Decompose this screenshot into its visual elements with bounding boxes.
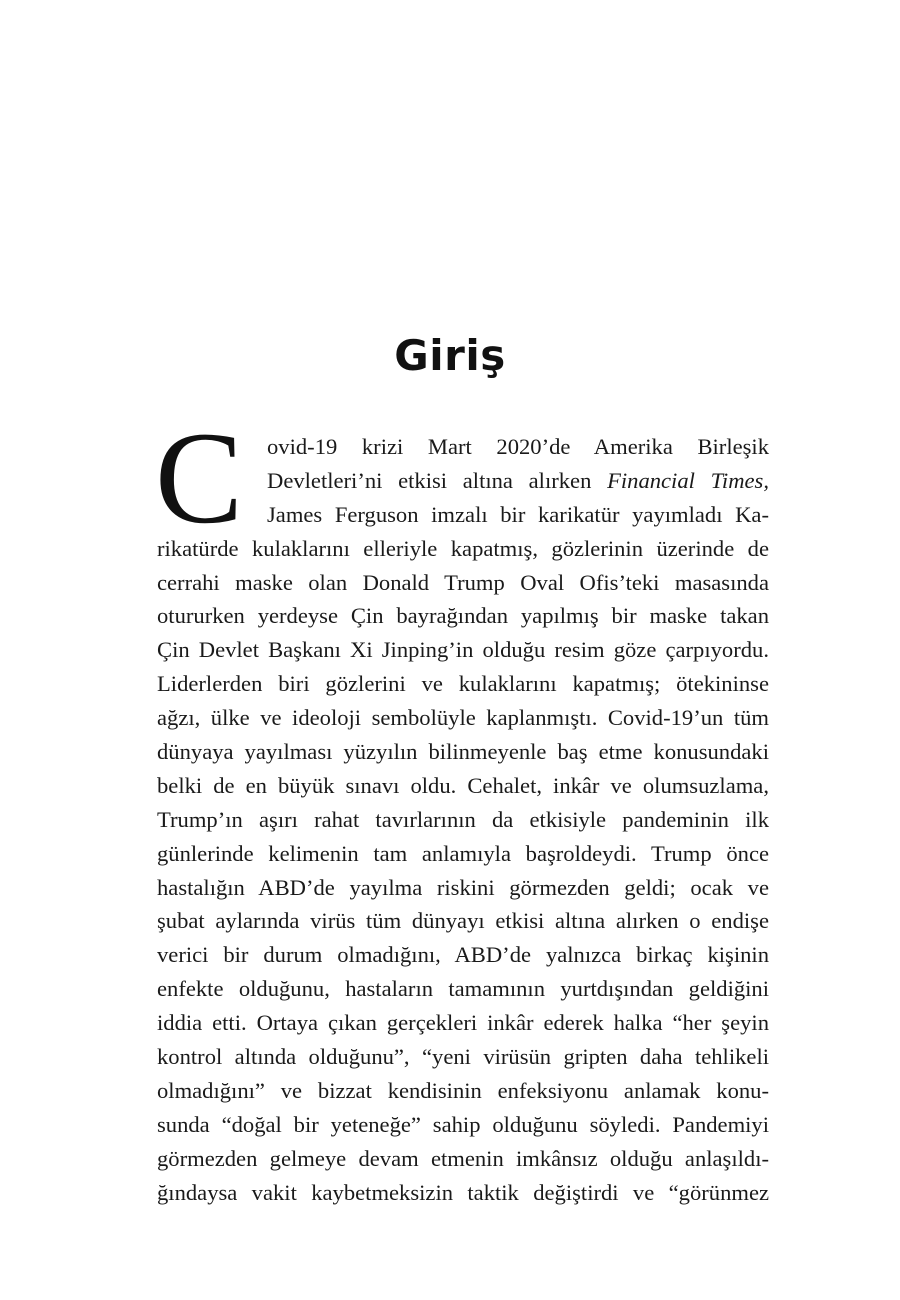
text-line: otururken yerdeyse Çin bayrağından yapılmış bir maske takan xyxy=(157,603,769,629)
text-line: rikatürde kulaklarını elleriyle kapatmış, gözlerinin üzerinde de xyxy=(157,535,769,561)
text-line: sunda “doğal bir yeteneğe” sahip olduğunu söyledi. Pandemiyi xyxy=(157,1111,769,1137)
text-line: Liderlerden biri gözlerini ve kulaklarını kapatmış; ötekininse xyxy=(157,671,769,697)
text-line: enfekte olduğunu, hastaların tamamının yurtdışından geldiğini xyxy=(157,976,769,1002)
text-line: belki de en büyük sınavı oldu. Cehalet, inkâr ve olumsuzlama, xyxy=(157,772,769,798)
text-line: iddia etti. Ortaya çıkan gerçekleri inkâr ederek halka “her şeyin xyxy=(157,1010,769,1036)
text-line: ovid-19 krizi Mart 2020’de Amerika Birleşik xyxy=(267,434,769,459)
text-line: verici bir durum olmadığını, ABD’de yalnızca birkaç kişinin xyxy=(157,942,769,968)
text-line: ğındaysa vakit kaybetmeksizin taktik değiştirdi ve “görünmez xyxy=(157,1179,769,1205)
text-line: Trump’ın aşırı rahat tavırlarının da etkisiyle pandeminin ilk xyxy=(157,806,769,832)
text-line: ağzı, ülke ve ideoloji sembolüyle kaplanmıştı. Covid-19’un tüm xyxy=(157,705,769,731)
chapter-title: Giriş xyxy=(394,331,506,380)
italic-publication: Financial Times, xyxy=(607,467,769,493)
text-line xyxy=(157,464,769,498)
text-segment: Devletleri’ni etkisi altına alırken xyxy=(267,467,608,493)
text-line: kontrol altında olduğunu”, “yeni virüsün gripten daha tehlikeli xyxy=(157,1044,769,1070)
chapter-body xyxy=(155,404,769,1209)
text-line: dünyaya yayılması yüzyılın bilinmeyenle baş etme konusundaki xyxy=(157,739,769,765)
text-line: hastalığın ABD’de yayılma riskini görmezden geldi; ocak ve xyxy=(157,874,769,900)
text-line: Çin Devlet Başkanı Xi Jinping’in olduğu resim göze çarpıyordu. xyxy=(157,637,769,663)
text-line: James Ferguson imzalı bir karikatür yayımladı Ka- xyxy=(267,501,769,527)
text-line: günlerinde kelimenin tam anlamıyla başroldeydi. Trump önce xyxy=(157,840,769,866)
drop-cap: C xyxy=(155,404,244,551)
text-line: şubat aylarında virüs tüm dünyayı etkisi altına alırken o endişe xyxy=(157,908,769,934)
text-line: olmadığını” ve bizzat kendisinin enfeksiyonu anlamak konu- xyxy=(157,1077,769,1103)
text-line: görmezden gelmeye devam etmenin imkânsız olduğu anlaşıldı- xyxy=(157,1145,769,1171)
text-line: cerrahi maske olan Donald Trump Oval Ofis’teki masasında xyxy=(157,569,769,595)
